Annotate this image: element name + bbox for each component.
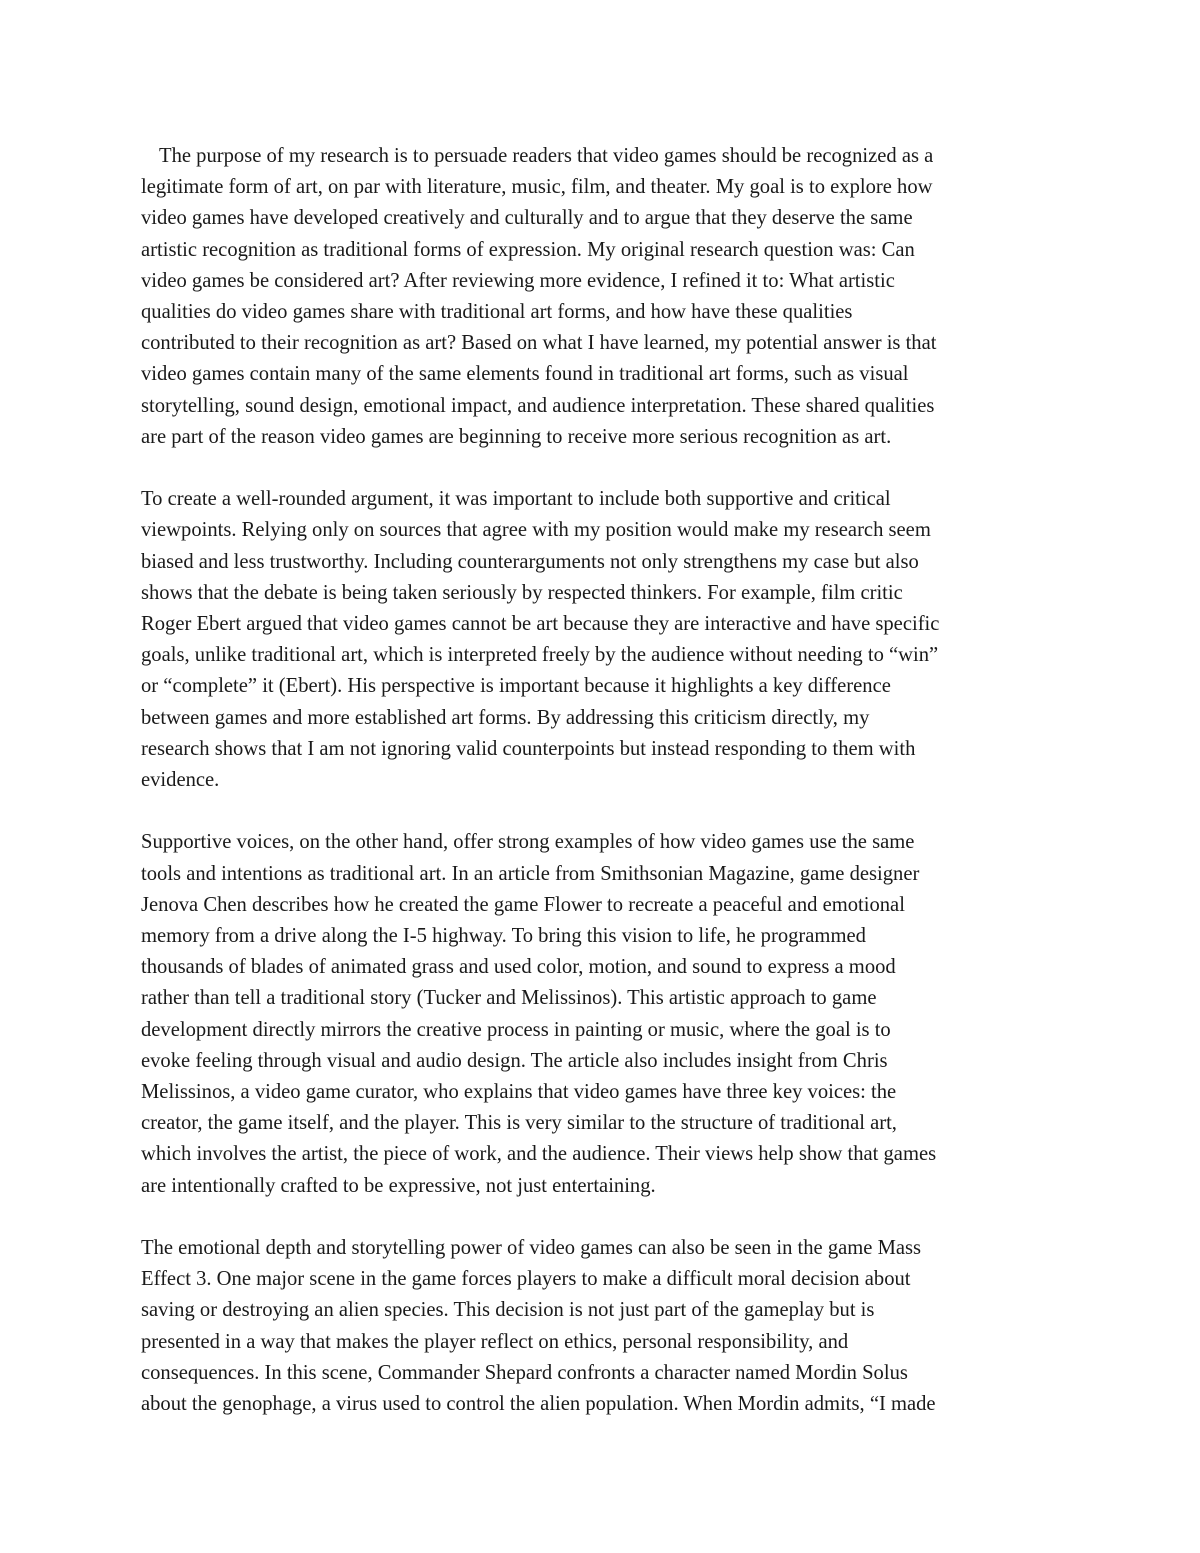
text-line: consequences. In this scene, Commander Shepard confronts a character named Mordin Solus [141, 1361, 908, 1384]
text-line: viewpoints. Relying only on sources that agree with my position would make my research seem [141, 519, 931, 542]
text-line: The emotional depth and storytelling power of video games can also be seen in the game Mass [141, 1237, 922, 1260]
text-line: goals, unlike traditional art, which is interpreted freely by the audience without needing to “win” [141, 644, 939, 667]
text-line: evidence. [141, 769, 220, 792]
paragraph-supportive-voices [141, 827, 1061, 1201]
text-line: saving or destroying an alien species. This decision is not just part of the gameplay but is [141, 1299, 875, 1322]
text-line: presented in a way that makes the player reflect on ethics, personal responsibility, and [141, 1330, 849, 1353]
paragraph-counterarguments [141, 484, 1061, 796]
text-line: creator, the game itself, and the player. This is very similar to the structure of traditional art, [141, 1112, 897, 1135]
text-line: Jenova Chen describes how he created the game Flower to recreate a peaceful and emotional [141, 893, 905, 916]
text-line: are intentionally crafted to be expressive, not just entertaining. [141, 1174, 656, 1197]
text-line: To create a well-rounded argument, it was important to include both supportive and critical [141, 488, 891, 511]
document-body [141, 141, 1061, 1451]
text-line: artistic recognition as traditional forms of expression. My original research question was: Can [141, 238, 915, 261]
paragraph-research-purpose [141, 141, 1061, 453]
text-line: between games and more established art forms. By addressing this criticism directly, my [141, 706, 870, 729]
text-line: biased and less trustworthy. Including counterarguments not only strengthens my case but also [141, 550, 919, 573]
text-line: qualities do video games share with traditional art forms, and how have these qualities [141, 301, 853, 324]
text-line: Effect 3. One major scene in the game forces players to make a difficult moral decision about [141, 1268, 911, 1291]
text-line: video games have developed creatively and culturally and to argue that they deserve the same [141, 207, 913, 230]
text-line: legitimate form of art, on par with literature, music, film, and theater. My goal is to explore how [141, 176, 933, 199]
text-line: research shows that I am not ignoring valid counterpoints but instead responding to them with [141, 737, 916, 760]
text-line: storytelling, sound design, emotional impact, and audience interpretation. These shared qualities [141, 394, 935, 417]
text-line: which involves the artist, the piece of work, and the audience. Their views help show that games [141, 1143, 937, 1166]
text-line: Melissinos, a video game curator, who explains that video games have three key voices: the [141, 1081, 897, 1104]
text-line: contributed to their recognition as art? Based on what I have learned, my potential answer is that [141, 332, 937, 355]
text-line: Roger Ebert argued that video games cannot be art because they are interactive and have specific [141, 613, 940, 636]
paragraph-emotional-depth [141, 1233, 1061, 1420]
text-line: tools and intentions as traditional art. In an article from Smithsonian Magazine, game designer [141, 862, 920, 885]
text-line: or “complete” it (Ebert). His perspective is important because it highlights a key difference [141, 675, 891, 698]
text-line: Supportive voices, on the other hand, offer strong examples of how video games use the same [141, 831, 915, 854]
text-line: evoke feeling through visual and audio design. The article also includes insight from Chris [141, 1049, 888, 1072]
text-line: thousands of blades of animated grass and used color, motion, and sound to express a mood [141, 956, 896, 979]
text-line: rather than tell a traditional story (Tucker and Melissinos). This artistic approach to game [141, 987, 877, 1010]
text-line: video games be considered art? After reviewing more evidence, I refined it to: What artistic [141, 269, 895, 292]
text-line: development directly mirrors the creative process in painting or music, where the goal is to [141, 1018, 891, 1041]
text-line: video games contain many of the same elements found in traditional art forms, such as visual [141, 363, 909, 386]
text-line: The purpose of my research is to persuade readers that video games should be recognized as a [159, 145, 934, 167]
text-line: memory from a drive along the I-5 highway. To bring this vision to life, he programmed [141, 925, 866, 948]
text-line: about the genophage, a virus used to control the alien population. When Mordin admits, “I made [141, 1393, 936, 1416]
text-line: are part of the reason video games are beginning to receive more serious recognition as art. [141, 425, 892, 448]
text-line: shows that the debate is being taken seriously by respected thinkers. For example, film critic [141, 581, 903, 604]
